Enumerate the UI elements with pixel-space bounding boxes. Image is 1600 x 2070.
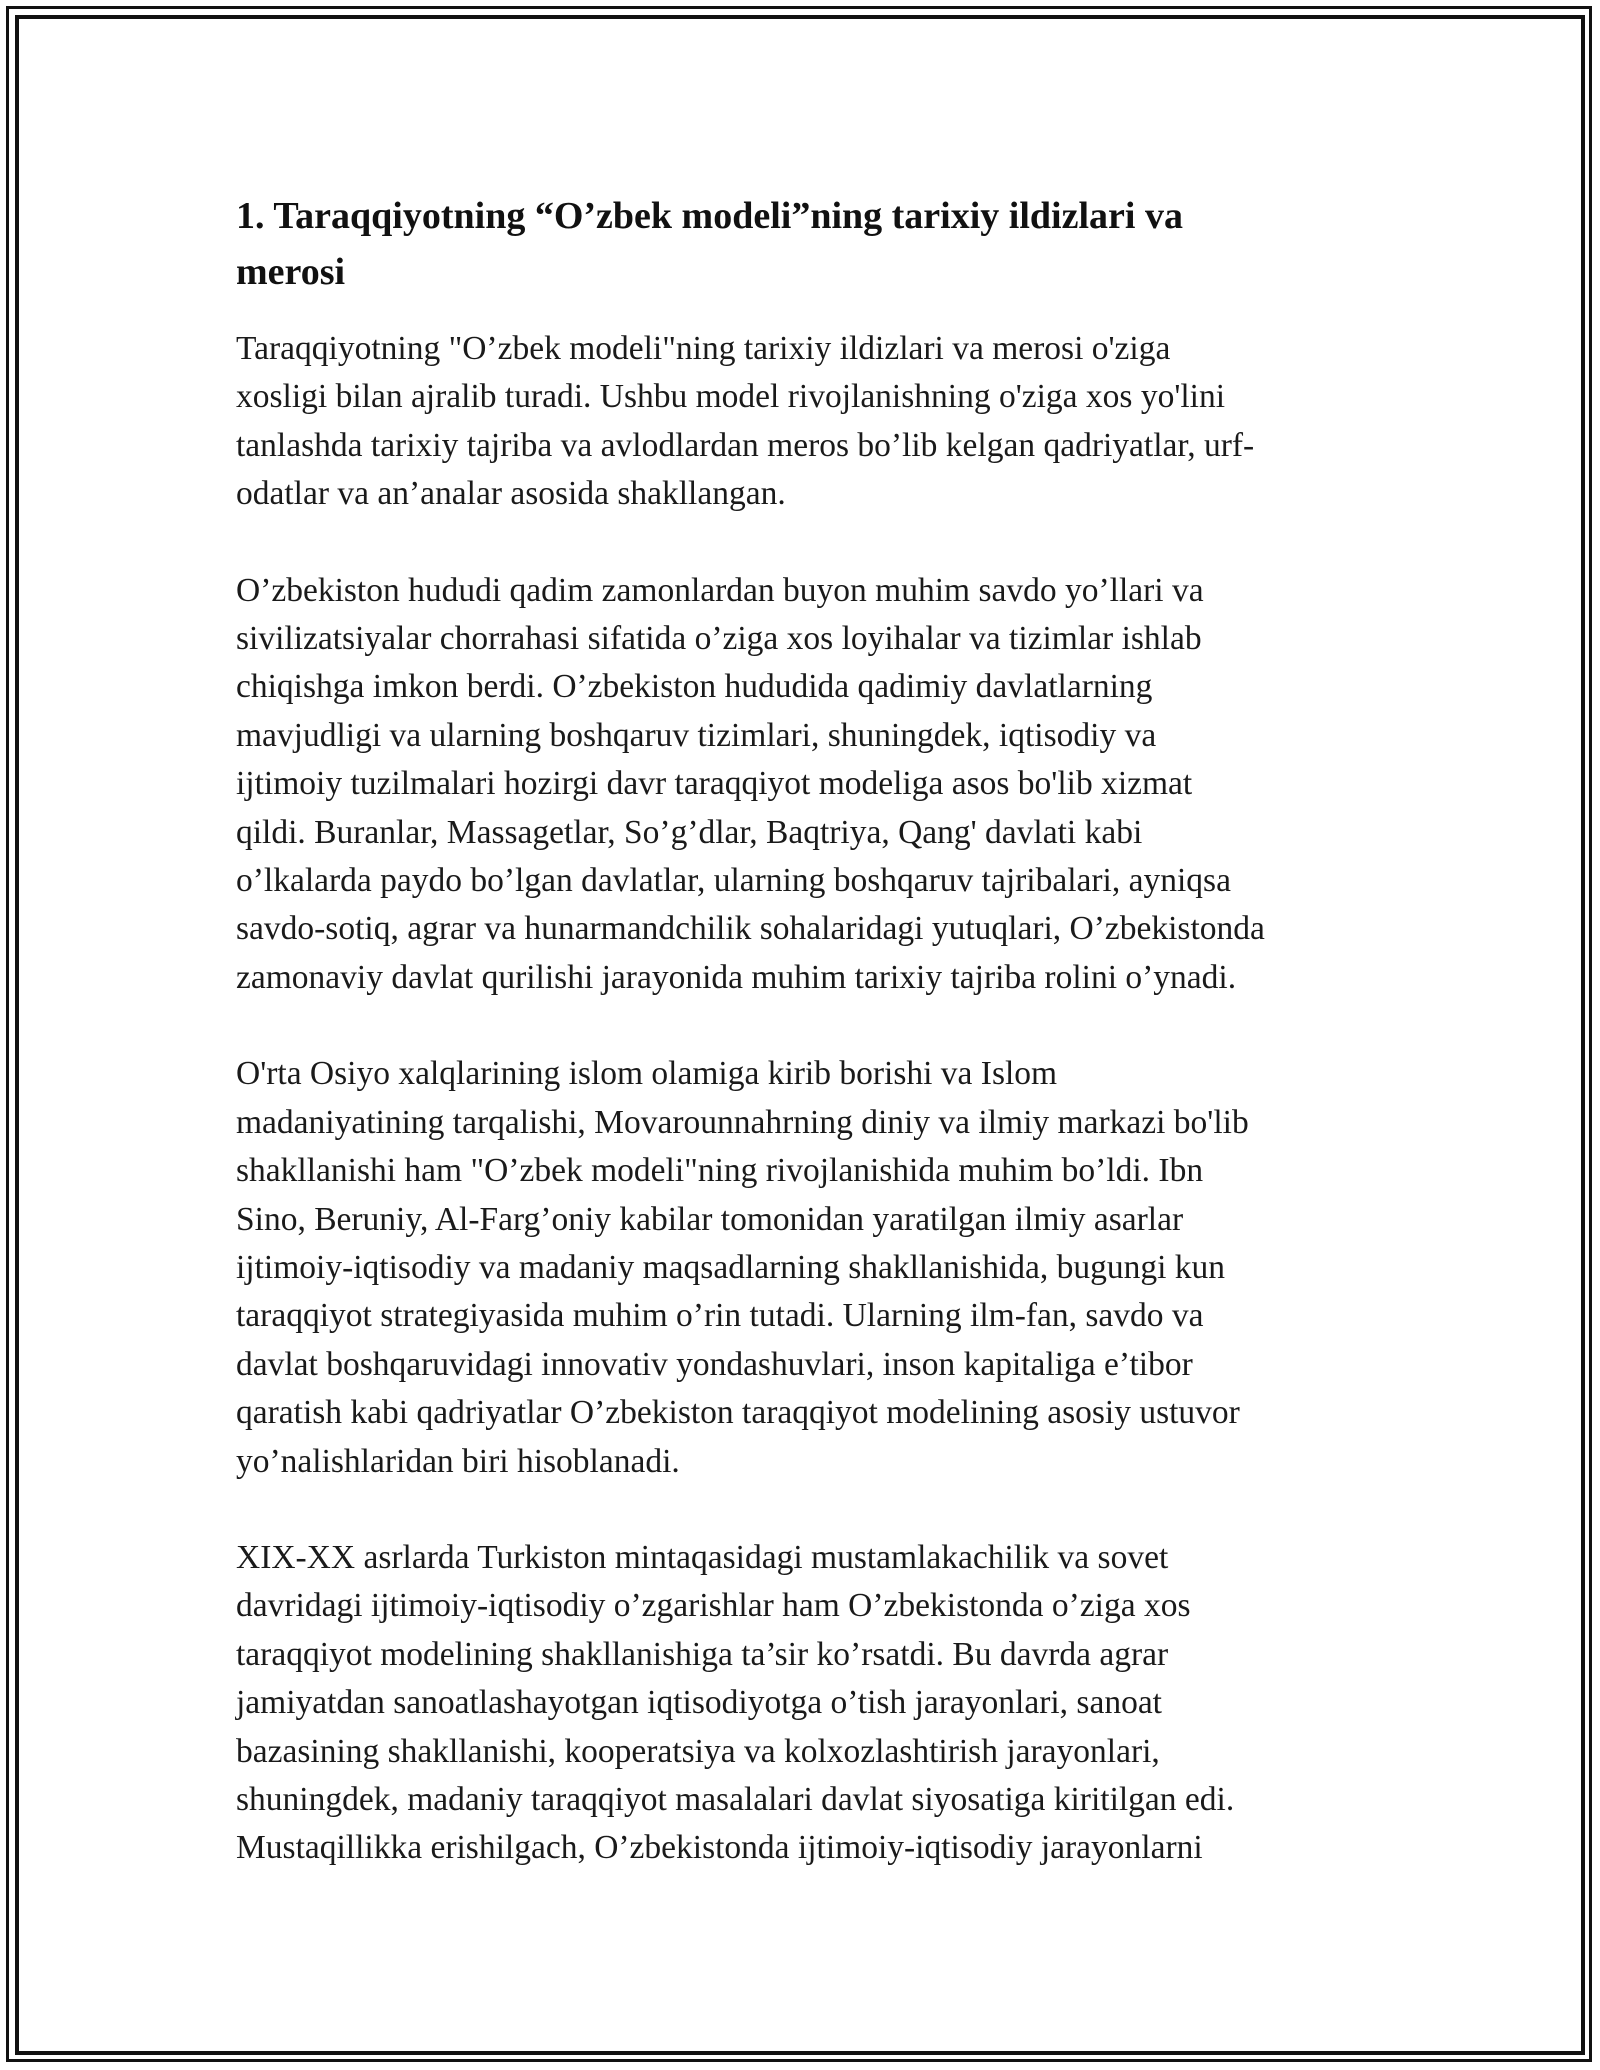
document-page	[236, 188, 1376, 1921]
paragraph-islamic-culture: O'rta Osiyo xalqlarining islom olamiga kirib borishi va Islom madaniyatining tarqalishi, Movarounnahrning diniy va ilmiy markazi bo'lib shakllanishi ham "O’zbek modeli"ning rivojlanishida muhim bo’ldi. Ibn Sino, Beruniy, Al-Farg’oniy kabilar tomonidan yaratilgan ilmiy asarlar ijtimoiy-iqtisodiy va madaniy maqsadlarning shakllanishida, bugungi kun taraqqiyot strategiyasida muhim o’rin tutadi. Ularning ilm-fan, savdo va davlat boshqaruvidagi innovativ yondashuvlari, inson kapitaliga e’tibor qaratish kabi qadriyatlar O’zbekiston taraqqiyot modelining asosiy ustuvor yo’nalishlaridan biri hisoblanadi.	[236, 1055, 1249, 1480]
paragraph-intro: Taraqqiyotning "O’zbek modeli"ning tarixiy ildizlari va merosi o'ziga xosligi bilan ajralib turadi. Ushbu model rivojlanishning o'ziga xos yo'lini tanlashda tarixiy tajriba va avlodlardan meros bo’lib kelgan qadriyatlar, urf- odatlar va an’analar asosida shakllangan.	[236, 330, 1255, 513]
paragraph-colonial-soviet: XIX-XX asrlarda Turkiston mintaqasidagi mustamlakachilik va sovet davridagi ijtimoiy-iqtisodiy o’zgarishlar ham O’zbekistonda o’ziga xos taraqqiyot modelining shakllanishiga ta’sir ko’rsatdi. Bu davrda agrar jamiyatdan sanoatlashayotgan iqtisodiyotga o’tish jarayonlari, sanoat bazasining shakllanishi, kooperatsiya va kolxozlashtirish jarayonlari, shuningdek, madaniy taraqqiyot masalalari davlat siyosatiga kiritilgan edi. Mustaqillikka erishilgach, O’zbekistonda ijtimoiy-iqtisodiy jarayonlarni	[236, 1538, 1235, 1867]
paragraph-ancient-states: O’zbekiston hududi qadim zamonlardan buyon muhim savdo yo’llari va sivilizatsiyalar chorrahasi sifatida o’ziga xos loyihalar va tizimlar ishlab chiqishga imkon berdi. O’zbekiston hududida qadimiy davlatlarning mavjudligi va ularning boshqaruv tizimlari, shuningdek, iqtisodiy va ijtimoiy tuzilmalari hozirgi davr taraqqiyot modeliga asos bo'lib xizmat qildi. Buranlar, Massagetlar, So’g’dlar, Baqtriya, Qang' davlati kabi o’lkalarda paydo bo’lgan davlatlar, ularning boshqaruv tajribalari, ayniqsa savdo-sotiq, agrar va hunarmandchilik sohalaridagi yutuqlari, O’zbekistonda zamonaviy davlat qurilishi jarayonida muhim tarixiy tajriba rolini o’ynadi.	[236, 571, 1265, 996]
section-heading: 1. Taraqqiyotning “O’zbek modeli”ning tarixiy ildizlari va merosi	[236, 195, 1183, 293]
